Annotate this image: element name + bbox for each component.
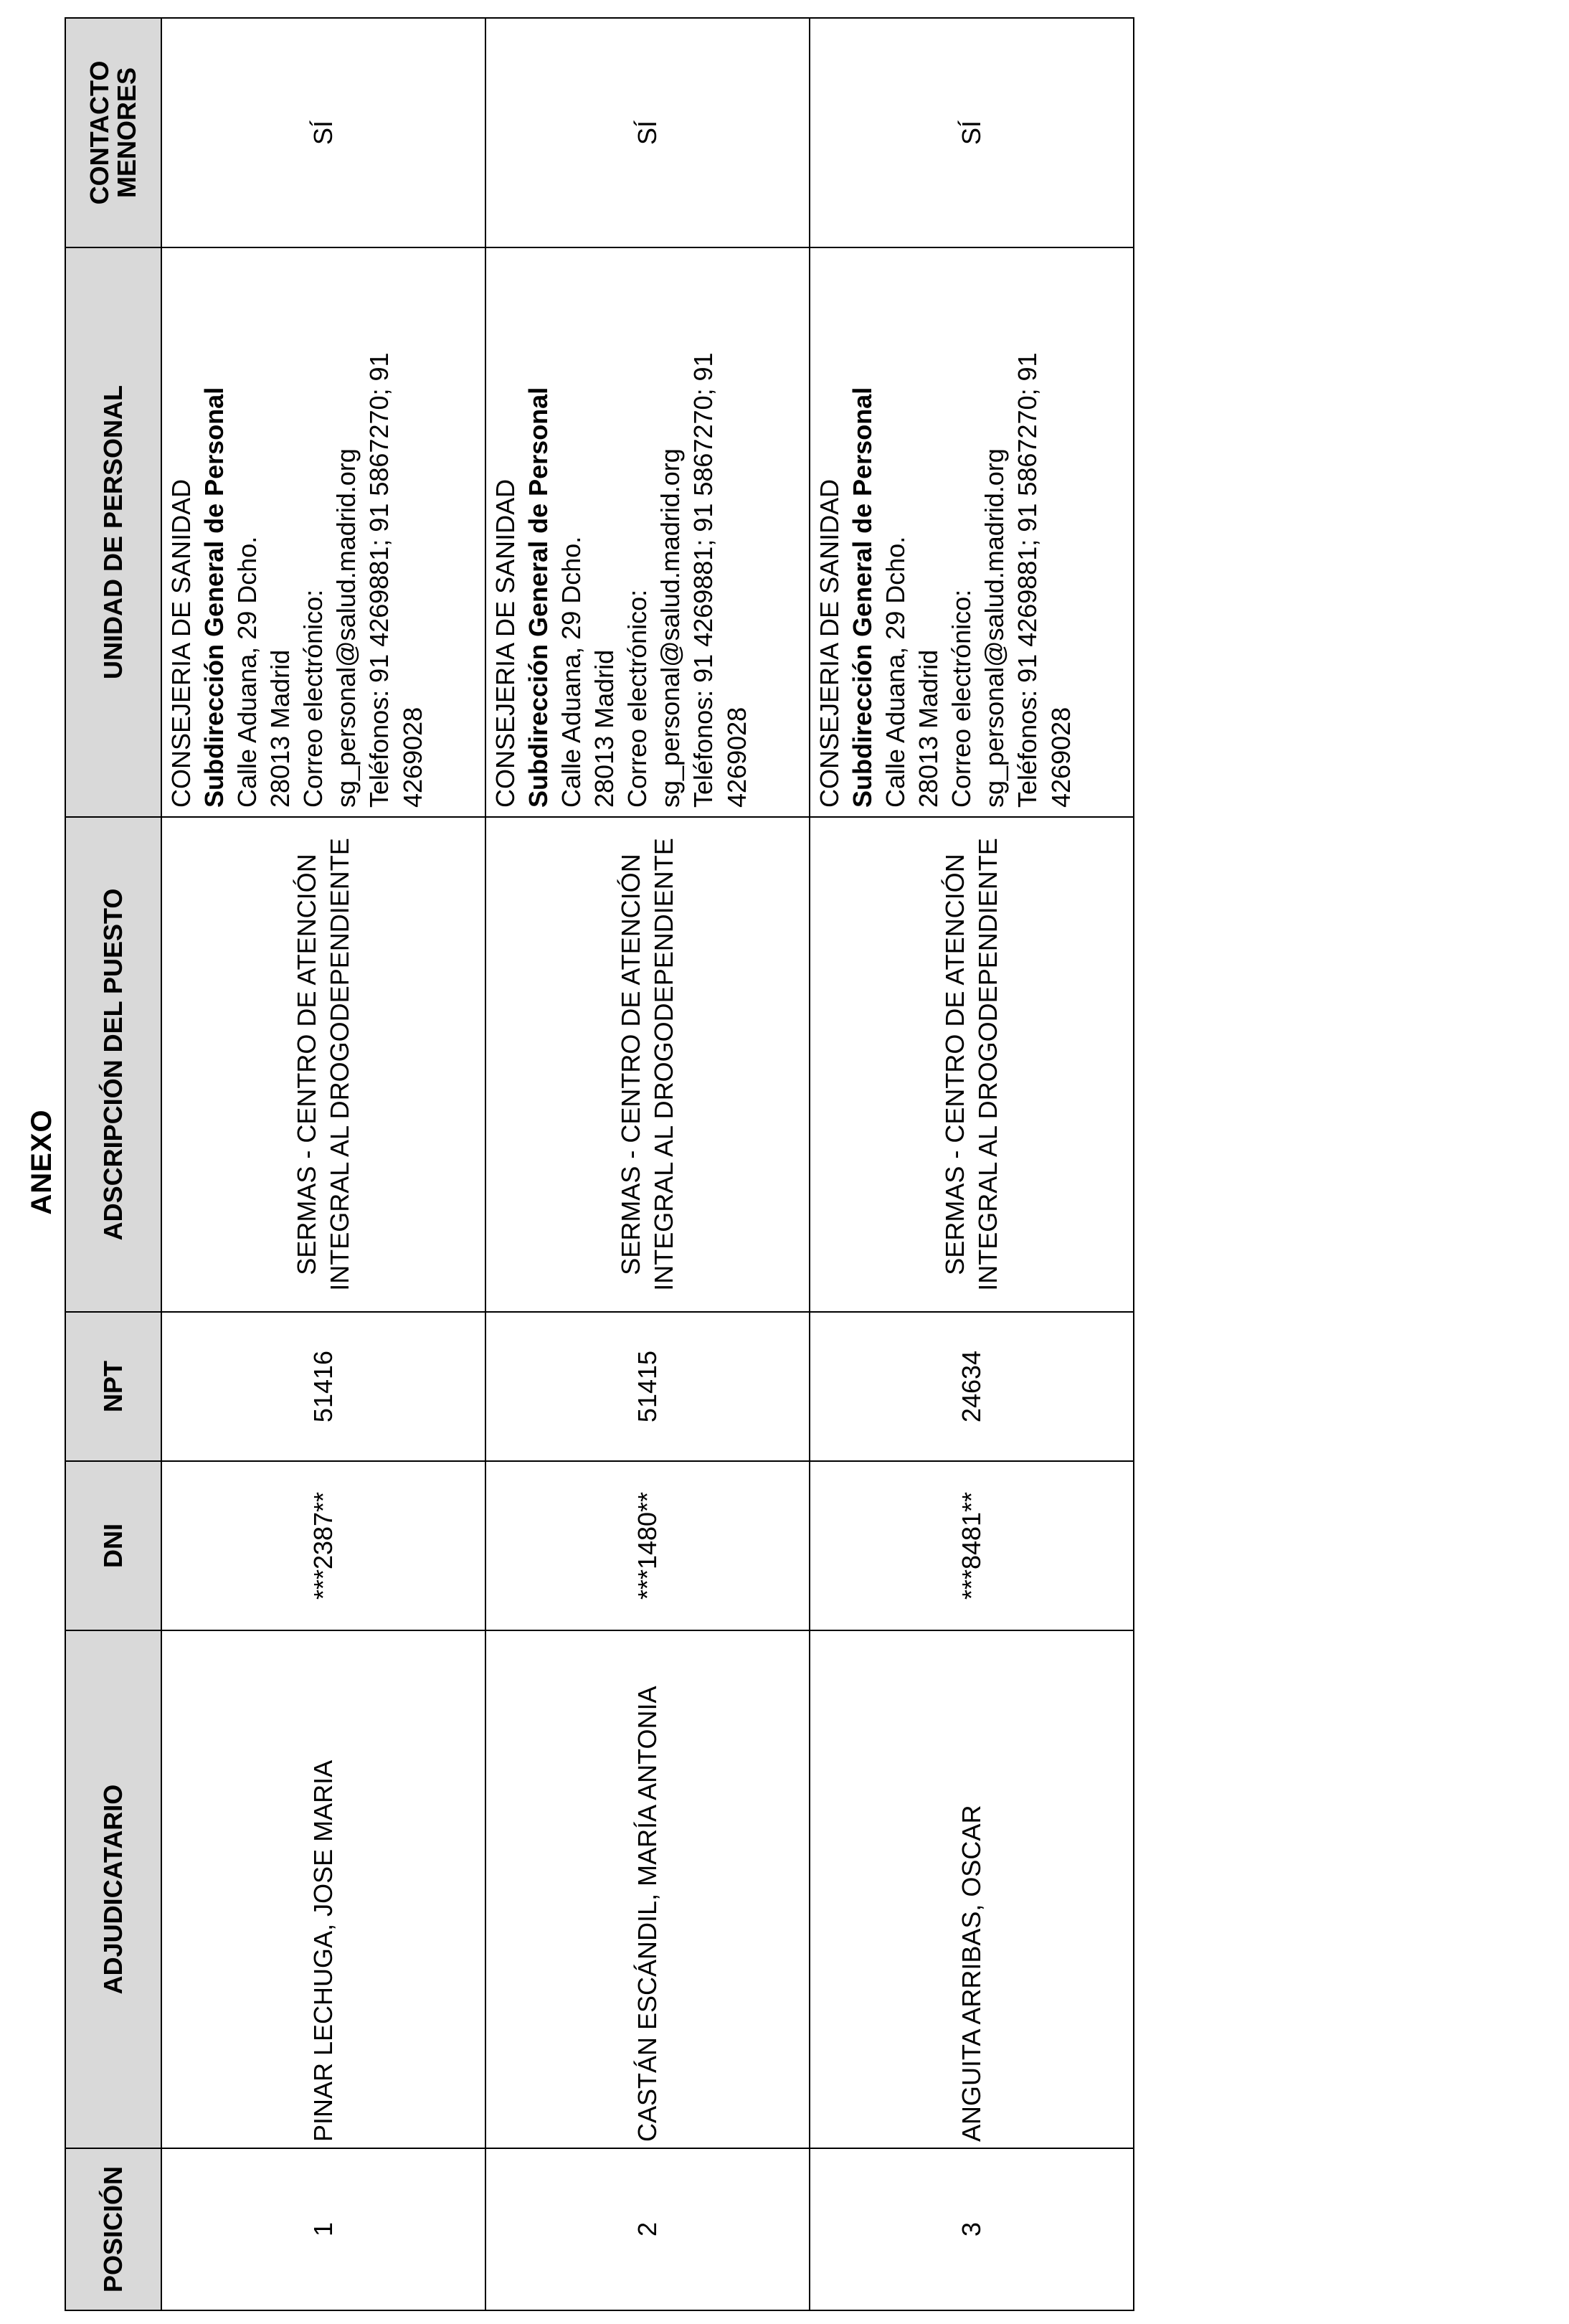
page-title: ANEXO <box>26 1109 57 1215</box>
unidad-direccion: Calle Aduana, 29 Dcho. <box>232 536 262 808</box>
header-adjudicatario: ADJUDICATARIO <box>65 1630 161 2148</box>
unidad-telefonos: Teléfonos: 91 4269881; 91 5867270; 91 4269028 <box>688 352 752 808</box>
annex-table <box>65 17 1134 2311</box>
table-row <box>161 18 485 2310</box>
unidad-consejeria: CONSEJERIA DE SANIDAD <box>490 478 520 808</box>
header-adscripcion: ADSCRIPCIÓN DEL PUESTO <box>65 817 161 1312</box>
header-dni: DNI <box>65 1461 161 1630</box>
cell-npt: 51416 <box>161 1312 485 1461</box>
header-contacto: CONTACTO MENORES <box>65 18 161 247</box>
unidad-ciudad: 28013 Madrid <box>265 649 295 808</box>
cell-posicion: 3 <box>810 2148 1134 2310</box>
cell-adjudicatario: PINAR LECHUGA, JOSE MARIA <box>161 1630 485 2148</box>
cell-npt: 24634 <box>810 1312 1134 1461</box>
cell-adjudicatario: CASTÁN ESCÁNDIL, MARÍA ANTONIA <box>485 1630 810 2148</box>
unidad-direccion: Calle Aduana, 29 Dcho. <box>556 536 587 808</box>
unidad-email: sg_personal@salud.madrid.org <box>331 448 361 808</box>
cell-unidad <box>810 247 1134 817</box>
unidad-ciudad: 28013 Madrid <box>589 649 620 808</box>
unidad-consejeria: CONSEJERIA DE SANIDAD <box>166 478 196 808</box>
cell-unidad <box>161 247 485 817</box>
cell-contacto: SÍ <box>161 18 485 247</box>
unidad-correo-label: Correo electrónico: <box>622 589 653 808</box>
unidad-consejeria: CONSEJERIA DE SANIDAD <box>815 478 844 808</box>
cell-adscripcion: SERMAS - CENTRO DE ATENCIÓN INTEGRAL AL DROGODEPENDIENTE <box>485 817 810 1312</box>
unidad-telefonos: Teléfonos: 91 4269881; 91 5867270; 91 4269028 <box>1013 352 1076 808</box>
unidad-email: sg_personal@salud.madrid.org <box>980 448 1010 808</box>
table-row <box>810 18 1134 2310</box>
cell-contacto: SÍ <box>485 18 810 247</box>
unidad-correo-label: Correo electrónico: <box>947 589 977 808</box>
table-header-row <box>65 18 161 2310</box>
cell-posicion: 1 <box>161 2148 485 2310</box>
cell-dni: ***1480** <box>485 1461 810 1630</box>
cell-posicion: 2 <box>485 2148 810 2310</box>
cell-adscripcion: SERMAS - CENTRO DE ATENCIÓN INTEGRAL AL DROGODEPENDIENTE <box>810 817 1134 1312</box>
header-posicion: POSICIÓN <box>65 2148 161 2310</box>
unidad-subdireccion: Subdirección General de Personal <box>199 387 229 808</box>
header-unidad: UNIDAD DE PERSONAL <box>65 247 161 817</box>
unidad-correo-label: Correo electrónico: <box>298 589 328 808</box>
unidad-subdireccion: Subdirección General de Personal <box>848 387 878 808</box>
table-row <box>485 18 810 2310</box>
cell-adjudicatario: ANGUITA ARRIBAS, OSCAR <box>810 1630 1134 2148</box>
cell-dni: ***8481** <box>810 1461 1134 1630</box>
unidad-subdireccion: Subdirección General de Personal <box>523 387 554 808</box>
unidad-direccion: Calle Aduana, 29 Dcho. <box>881 536 911 808</box>
cell-npt: 51415 <box>485 1312 810 1461</box>
unidad-ciudad: 28013 Madrid <box>914 649 944 808</box>
cell-adscripcion: SERMAS - CENTRO DE ATENCIÓN INTEGRAL AL DROGODEPENDIENTE <box>161 817 485 1312</box>
unidad-email: sg_personal@salud.madrid.org <box>655 448 686 808</box>
cell-unidad <box>485 247 810 817</box>
cell-dni: ***2387** <box>161 1461 485 1630</box>
cell-contacto: SÍ <box>810 18 1134 247</box>
unidad-telefonos: Teléfonos: 91 4269881; 91 5867270; 91 4269028 <box>364 352 427 808</box>
header-npt: NPT <box>65 1312 161 1461</box>
